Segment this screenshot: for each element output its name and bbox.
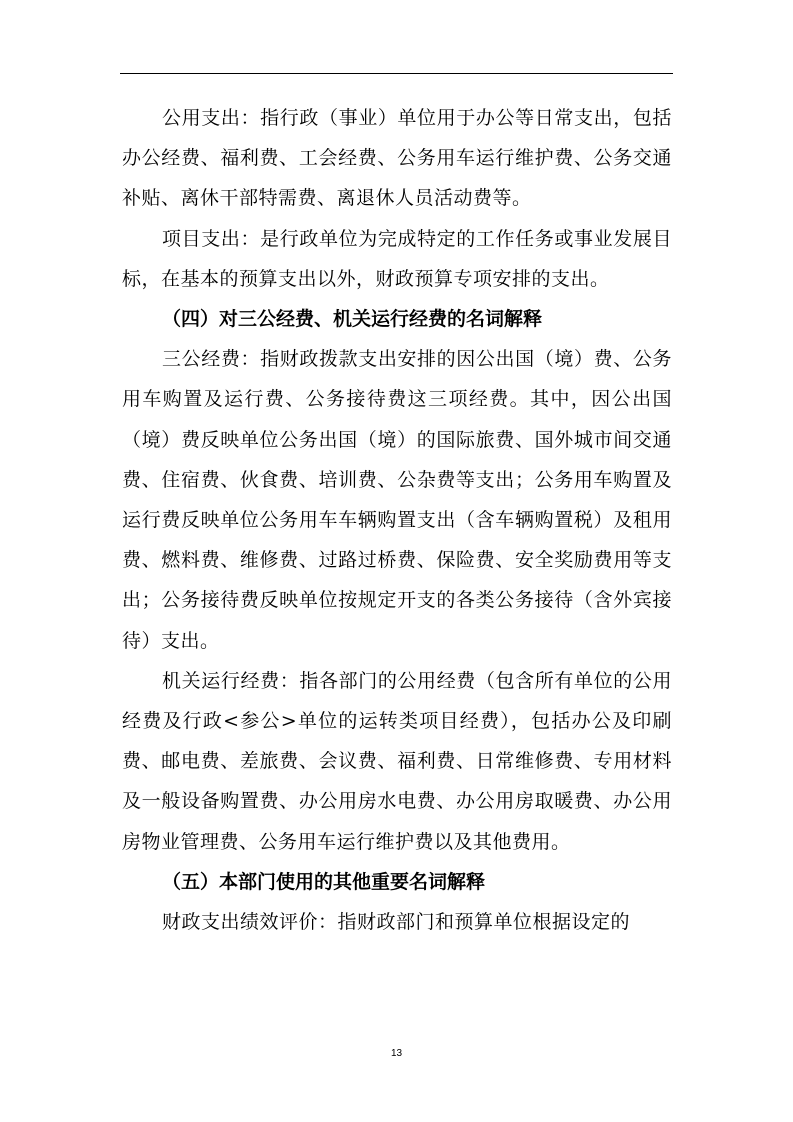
paragraph-public-expenditure: 公用支出：指行政（事业）单位用于办公等日常支出，包括办公经费、福利费、工会经费、公务用车运行维护费、公务交通补贴、离休干部特需费、离退休人员活动费等。 [122, 107, 672, 210]
paragraph-performance-evaluation: 财政支出绩效评价：指财政部门和预算单位根据设定的 [162, 911, 631, 934]
page-number: 13 [390, 1048, 403, 1059]
paragraph-project-expenditure: 项目支出：是行政单位为完成特定的工作任务或事业发展目标，在基本的预算支出以外，财政预算专项安排的支出。 [122, 227, 672, 290]
section-heading-four: （四）对三公经费、机关运行经费的名词解释 [162, 308, 543, 331]
paragraph-office-operating-funds: 机关运行经费：指各部门的公用经费（包含所有单位的公用经费及行政<参公>单位的运转类项目经费），包括办公及印刷费、邮电费、差旅费、会议费、福利费、日常维修费、专用材料及一般设备购置费、办公用房水电费、办公用房取暖费、办公用房物业管理费、公务用车运行维护费以及其他费用。 [122, 669, 672, 853]
section-heading-five: （五）本部门使用的其他重要名词解释 [162, 870, 486, 893]
document-body [122, 98, 672, 942]
paragraph-three-public-funds: 三公经费：指财政拨款支出安排的因公出国（境）费、公务用车购置及运行费、公务接待费这三项经费。其中，因公出国（境）费反映单位公务出国（境）的国际旅费、国外城市间交通费、住宿费、伙食费、培训费、公杂费等支出；公务用车购置及运行费反映单位公务用车车辆购置支出（含车辆购置税）及租用费、燃料费、维修费、过路过桥费、保险费、安全奖励费用等支出；公务接待费反映单位按规定开支的各类公务接待（含外宾接待）支出。 [122, 348, 672, 652]
header-rule [120, 73, 673, 74]
